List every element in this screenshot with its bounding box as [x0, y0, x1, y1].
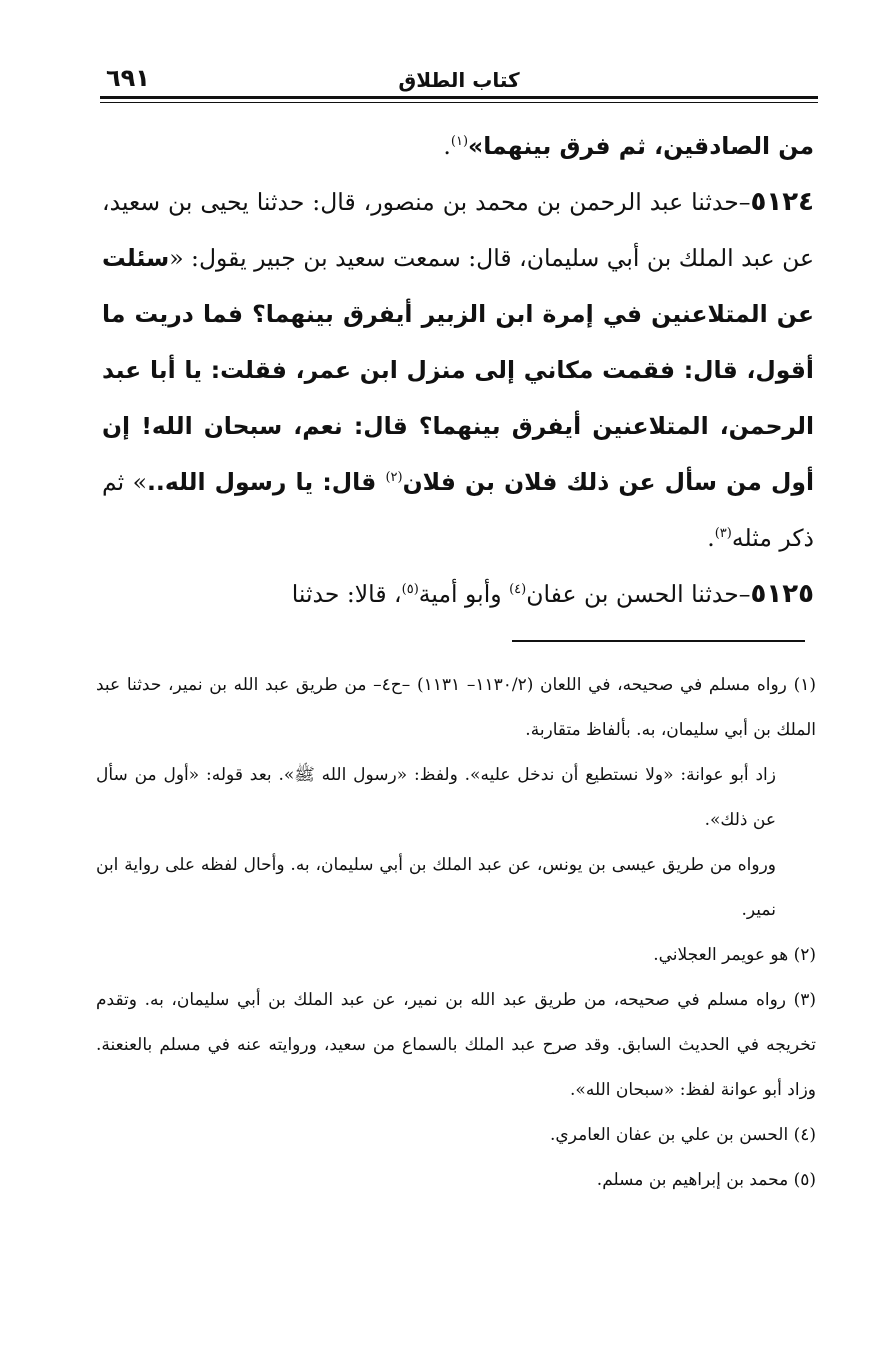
paragraph-continuation: [102, 118, 814, 174]
text-line1: من الصادقين، ثم فرق بينهما»: [468, 132, 814, 160]
footnote-ref-2: (٢): [385, 470, 403, 486]
footnote-3: (٣) رواه مسلم في صحيحه، من طريق عبد الله بن نمير، عن عبد الملك بن أبي سليمان، به. وتقدم تخريجه في الحديث السابق. وقد صرح عبد الملك بالسماع من سعيد، وروايته عنه في مسلم بالعنعنة. وزاد أبو عوانة لفظ: «سبحان الله».: [96, 990, 816, 1100]
hadith-5124-matn-end: قال: يا رسول الله..: [146, 468, 386, 496]
hadith-number-5124: ٥١٢٤: [750, 187, 814, 217]
hadith-number-5125: ٥١٢٥: [750, 579, 814, 609]
hadith-5124: [102, 174, 814, 566]
footnote-ref-4: (٤): [509, 582, 527, 598]
hadith-5125-text-b: وأبو أمية: [418, 580, 510, 608]
hadith-5124-tail: » ثم ذكر مثله: [102, 468, 814, 552]
hadith-5124-isnad: –حدثنا عبد الرحمن بن محمد بن منصور، قال: حدثنا يحيى بن سعيد، عن عبد الملك بن أبي سليمان، قال: سمعت سعيد بن جبير يقول: «: [102, 188, 814, 272]
text-line1-end: .: [443, 132, 451, 160]
main-text: [102, 118, 814, 622]
running-title: كتاب الطلاق: [398, 68, 520, 92]
footnote-ref-5: (٥): [401, 582, 419, 598]
footnotes: [96, 663, 816, 1203]
hadith-5125-text-a: –حدثنا الحسن بن عفان: [526, 580, 751, 608]
footnote-5: (٥) محمد بن إبراهيم بن مسلم.: [596, 1170, 816, 1190]
hadith-5125-text-c: ، قالا: حدثنا: [291, 580, 402, 608]
footnote-4: (٤) الحسن بن علي بن عفان العامري.: [550, 1125, 816, 1145]
hadith-5125: [102, 566, 814, 622]
hadith-5124-matn: سئلت عن المتلاعنين في إمرة ابن الزبير أيفرق بينهما؟ فما دريت ما أقول، قال: فقمت مكاني إلى منزل ابن عمر، فقلت: يا أبا عبد الرحمن، المتلاعنين أيفرق بينهما؟ قال: نعم، سبحان الله! إن أول من سأل عن ذلك فلان بن فلان: [102, 244, 814, 496]
footnote-2: (٢) هو عويمر العجلاني.: [653, 945, 816, 965]
page-header: [100, 62, 818, 96]
footnote-ref-3: (٣): [714, 526, 732, 542]
header-rule-thin: [100, 102, 818, 103]
footnote-1-addition: زاد أبو عوانة: «ولا نستطيع أن ندخل عليه». ولفظ: «رسول الله ﷺ». بعد قوله: «أول من سأل عن ذلك».: [96, 765, 776, 830]
page-number: ٦٩١: [106, 64, 150, 92]
footnote-ref-1: (١): [450, 134, 469, 150]
footnote-1-narration: ورواه من طريق عيسى بن يونس، عن عبد الملك بن أبي سليمان، به. وأحال لفظه على رواية ابن نمير.: [96, 855, 776, 920]
hadith-5124-end: .: [707, 524, 715, 552]
footnote-separator: [512, 640, 805, 642]
header-rule-thick: [100, 96, 818, 99]
footnote-1: (١) رواه مسلم في صحيحه، في اللعان (١١٣٠/٢– ١١٣١) –ح٤– من طريق عبد الله بن نمير، حدثنا عبد الملك بن أبي سليمان، به. بألفاظ متقاربة.: [96, 675, 816, 740]
